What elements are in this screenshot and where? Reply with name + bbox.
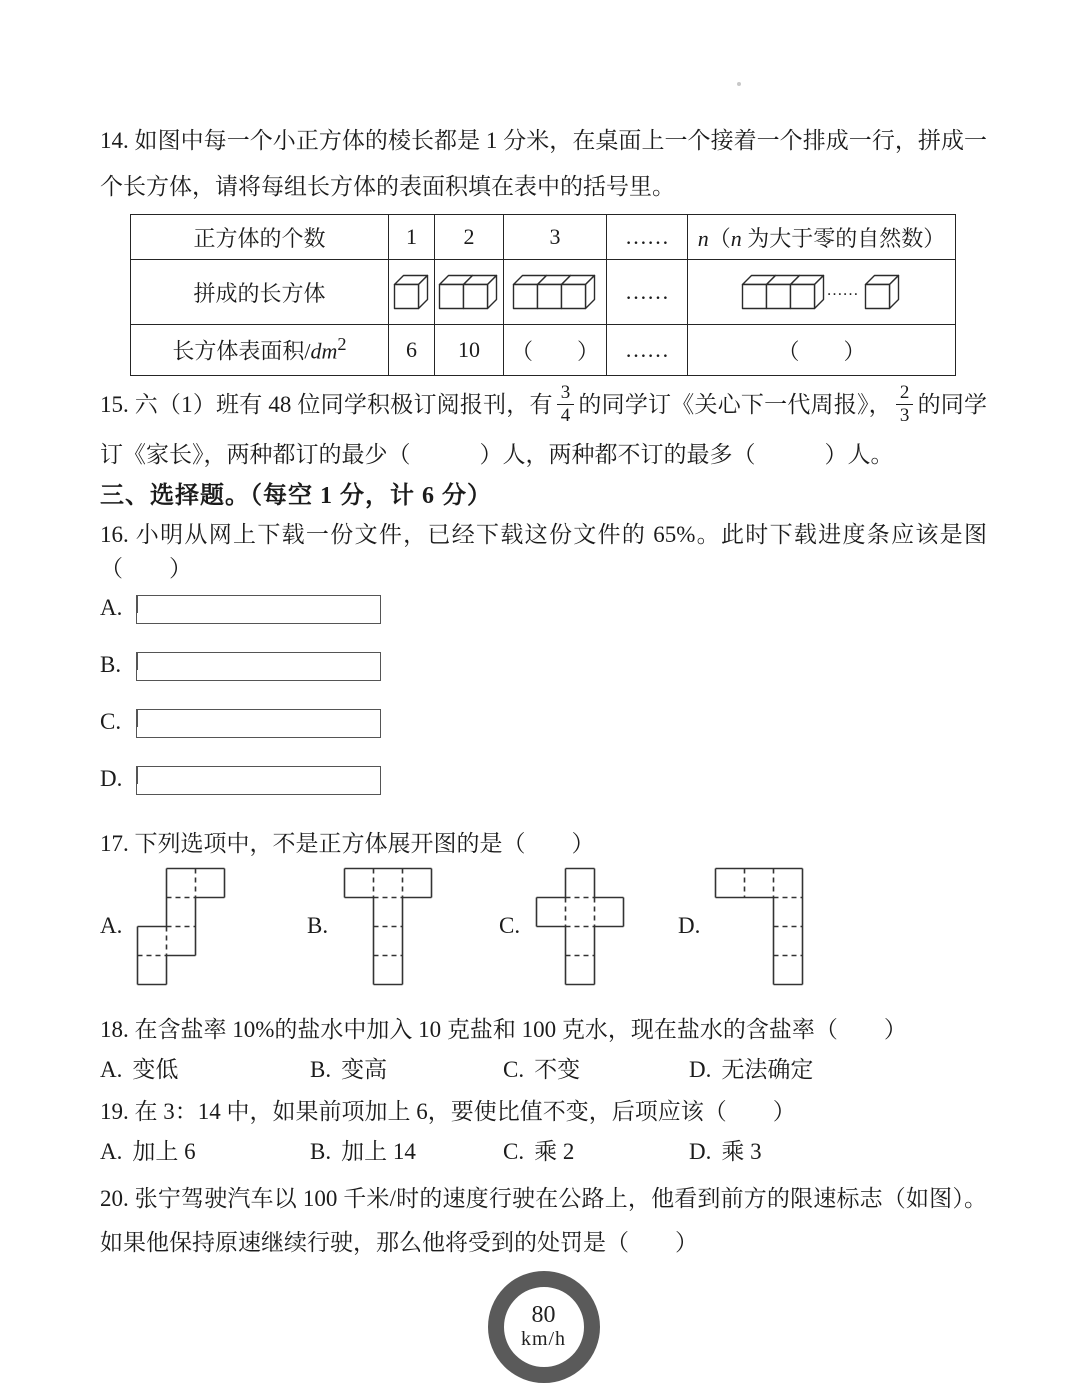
cell-cuboid-dots: …… [607, 260, 688, 325]
question-17-text: 17. 下列选项中，不是正方体展开图的是（ ） [100, 831, 595, 856]
cell-area-2: 10 [435, 325, 504, 376]
q19-option-a: A. 加上 6 [100, 1139, 196, 1164]
cube-diagram-1 [393, 274, 431, 311]
q17-cube-nets [100, 865, 987, 987]
table-row-surface-area [131, 325, 956, 376]
option-a-label: A. [100, 595, 123, 620]
cell-count-2: 2 [435, 215, 504, 260]
cell-area-1: 6 [389, 325, 435, 376]
progress-bar-d [136, 766, 381, 795]
q18-option-c: C. 不变 [503, 1057, 581, 1082]
q18-option-d: D. 无法确定 [689, 1057, 814, 1082]
net-option-d [678, 867, 804, 986]
cell-count-3: 3 [504, 215, 607, 260]
net-option-b [307, 867, 433, 986]
q14-table [130, 214, 956, 376]
speed-limit-value: 80 [531, 1302, 556, 1328]
option-b-label: B. [100, 652, 122, 677]
net-option-a [100, 867, 226, 986]
q18-option-a: A. 变低 [100, 1057, 179, 1082]
q19-option-c: C. 乘 2 [503, 1139, 575, 1164]
progress-bar-c-fill [137, 710, 138, 727]
table-row-cube-count [131, 215, 956, 260]
cell-cuboid-1 [389, 260, 435, 325]
progress-option-b [100, 651, 987, 681]
net-c-label: C. [499, 913, 521, 938]
speed-limit-sign [100, 1271, 987, 1383]
progress-option-c [100, 708, 987, 738]
cube-net-b-diagram [343, 867, 433, 986]
speed-limit-unit: km/h [520, 1328, 567, 1350]
scan-speck [737, 82, 741, 86]
progress-bar-b [136, 652, 381, 681]
progress-option-a [100, 594, 987, 624]
question-16-text: 16. 小明从网上下载一份文件，已经下载这份文件的 65%。此时下载进度条应该是图（ ） [100, 522, 987, 581]
question-19-text: 19. 在 3：14 中，如果前项加上 6，要使比值不变，后项应该（ ） [100, 1099, 796, 1124]
cube-net-a-diagram [136, 867, 226, 986]
option-d-label: D. [100, 766, 123, 791]
fraction: $\frac{3}{4}$ [557, 383, 575, 427]
net-d-label: D. [678, 913, 701, 938]
question-20-text: 20. 张宁驾驶汽车以 100 千米/时的速度行驶在公路上，他看到前方的限速标志（如图）。如果他保持原速继续行驶，那么他将受到的处罚是（ ） [100, 1186, 987, 1255]
cell-cube-count-header: 正方体的个数 [131, 215, 389, 260]
cell-area-blank-1: （ ） [504, 325, 607, 376]
q19-option-b: B. 加上 14 [310, 1139, 416, 1164]
cell-count-n: n（n 为大于零的自然数） [688, 215, 956, 260]
net-b-label: B. [307, 913, 329, 938]
cube-diagram-n [741, 274, 902, 311]
speed-limit-ring [488, 1271, 600, 1383]
cell-cuboid-2 [435, 260, 504, 325]
net-option-c [499, 867, 625, 986]
cell-count-1: 1 [389, 215, 435, 260]
cell-surface-header: 长方体表面积$/dm^2$ [131, 325, 389, 376]
cell-area-blank-n: （ ） [688, 325, 956, 376]
cube-net-d-diagram [714, 867, 804, 986]
question-15-text: 15. 六（1）班有 48 位同学积极订阅报刊，有 $\frac{3}{4}$ 的同学订《关心下一代周报》， $\frac{2}{3}$ 的同学订《家长》，两种都订的最少（ ）人，两种都不订的最多（ ）人。 [100, 381, 988, 467]
cube-diagram-3 [512, 274, 598, 311]
option-c-label: C. [100, 709, 122, 734]
fraction: $\frac{2}{3}$ [896, 383, 914, 427]
q18-option-b: B. 变高 [310, 1057, 388, 1082]
cell-count-dots: …… [607, 215, 688, 260]
q19-option-d: D. 乘 3 [689, 1139, 762, 1164]
cell-cuboid-n [688, 260, 956, 325]
q16-progress-bars [100, 594, 987, 795]
progress-bar-a-fill [137, 596, 138, 613]
section-3-heading: 三、选择题。（每空 1 分，计 6 分） [100, 483, 492, 509]
progress-bar-a [136, 595, 381, 624]
progress-bar-d-fill [137, 767, 138, 784]
progress-bar-c [136, 709, 381, 738]
progress-bar-b-fill [137, 653, 138, 670]
q19-options [100, 1135, 987, 1169]
q18-options [100, 1053, 987, 1087]
question-18-text: 18. 在含盐率 10%的盐水中加入 10 克盐和 100 克水，现在盐水的含盐率（ ） [100, 1017, 907, 1042]
cube-diagram-2 [438, 274, 500, 311]
cell-cuboid-3 [504, 260, 607, 325]
question-14-text: 14. 如图中每一个小正方体的棱长都是 1 分米，在桌面上一个接着一个排成一行，拼成一个长方体，请将每组长方体的表面积填在表中的括号里。 [100, 128, 987, 199]
progress-option-d [100, 765, 987, 795]
svg-text:……: …… [826, 281, 859, 299]
table-row-cuboid-diagrams [131, 260, 956, 325]
cell-cuboid-header: 拼成的长方体 [131, 260, 389, 325]
cube-net-c-diagram [535, 867, 625, 986]
net-a-label: A. [100, 913, 123, 938]
cell-area-dots: …… [607, 325, 688, 376]
